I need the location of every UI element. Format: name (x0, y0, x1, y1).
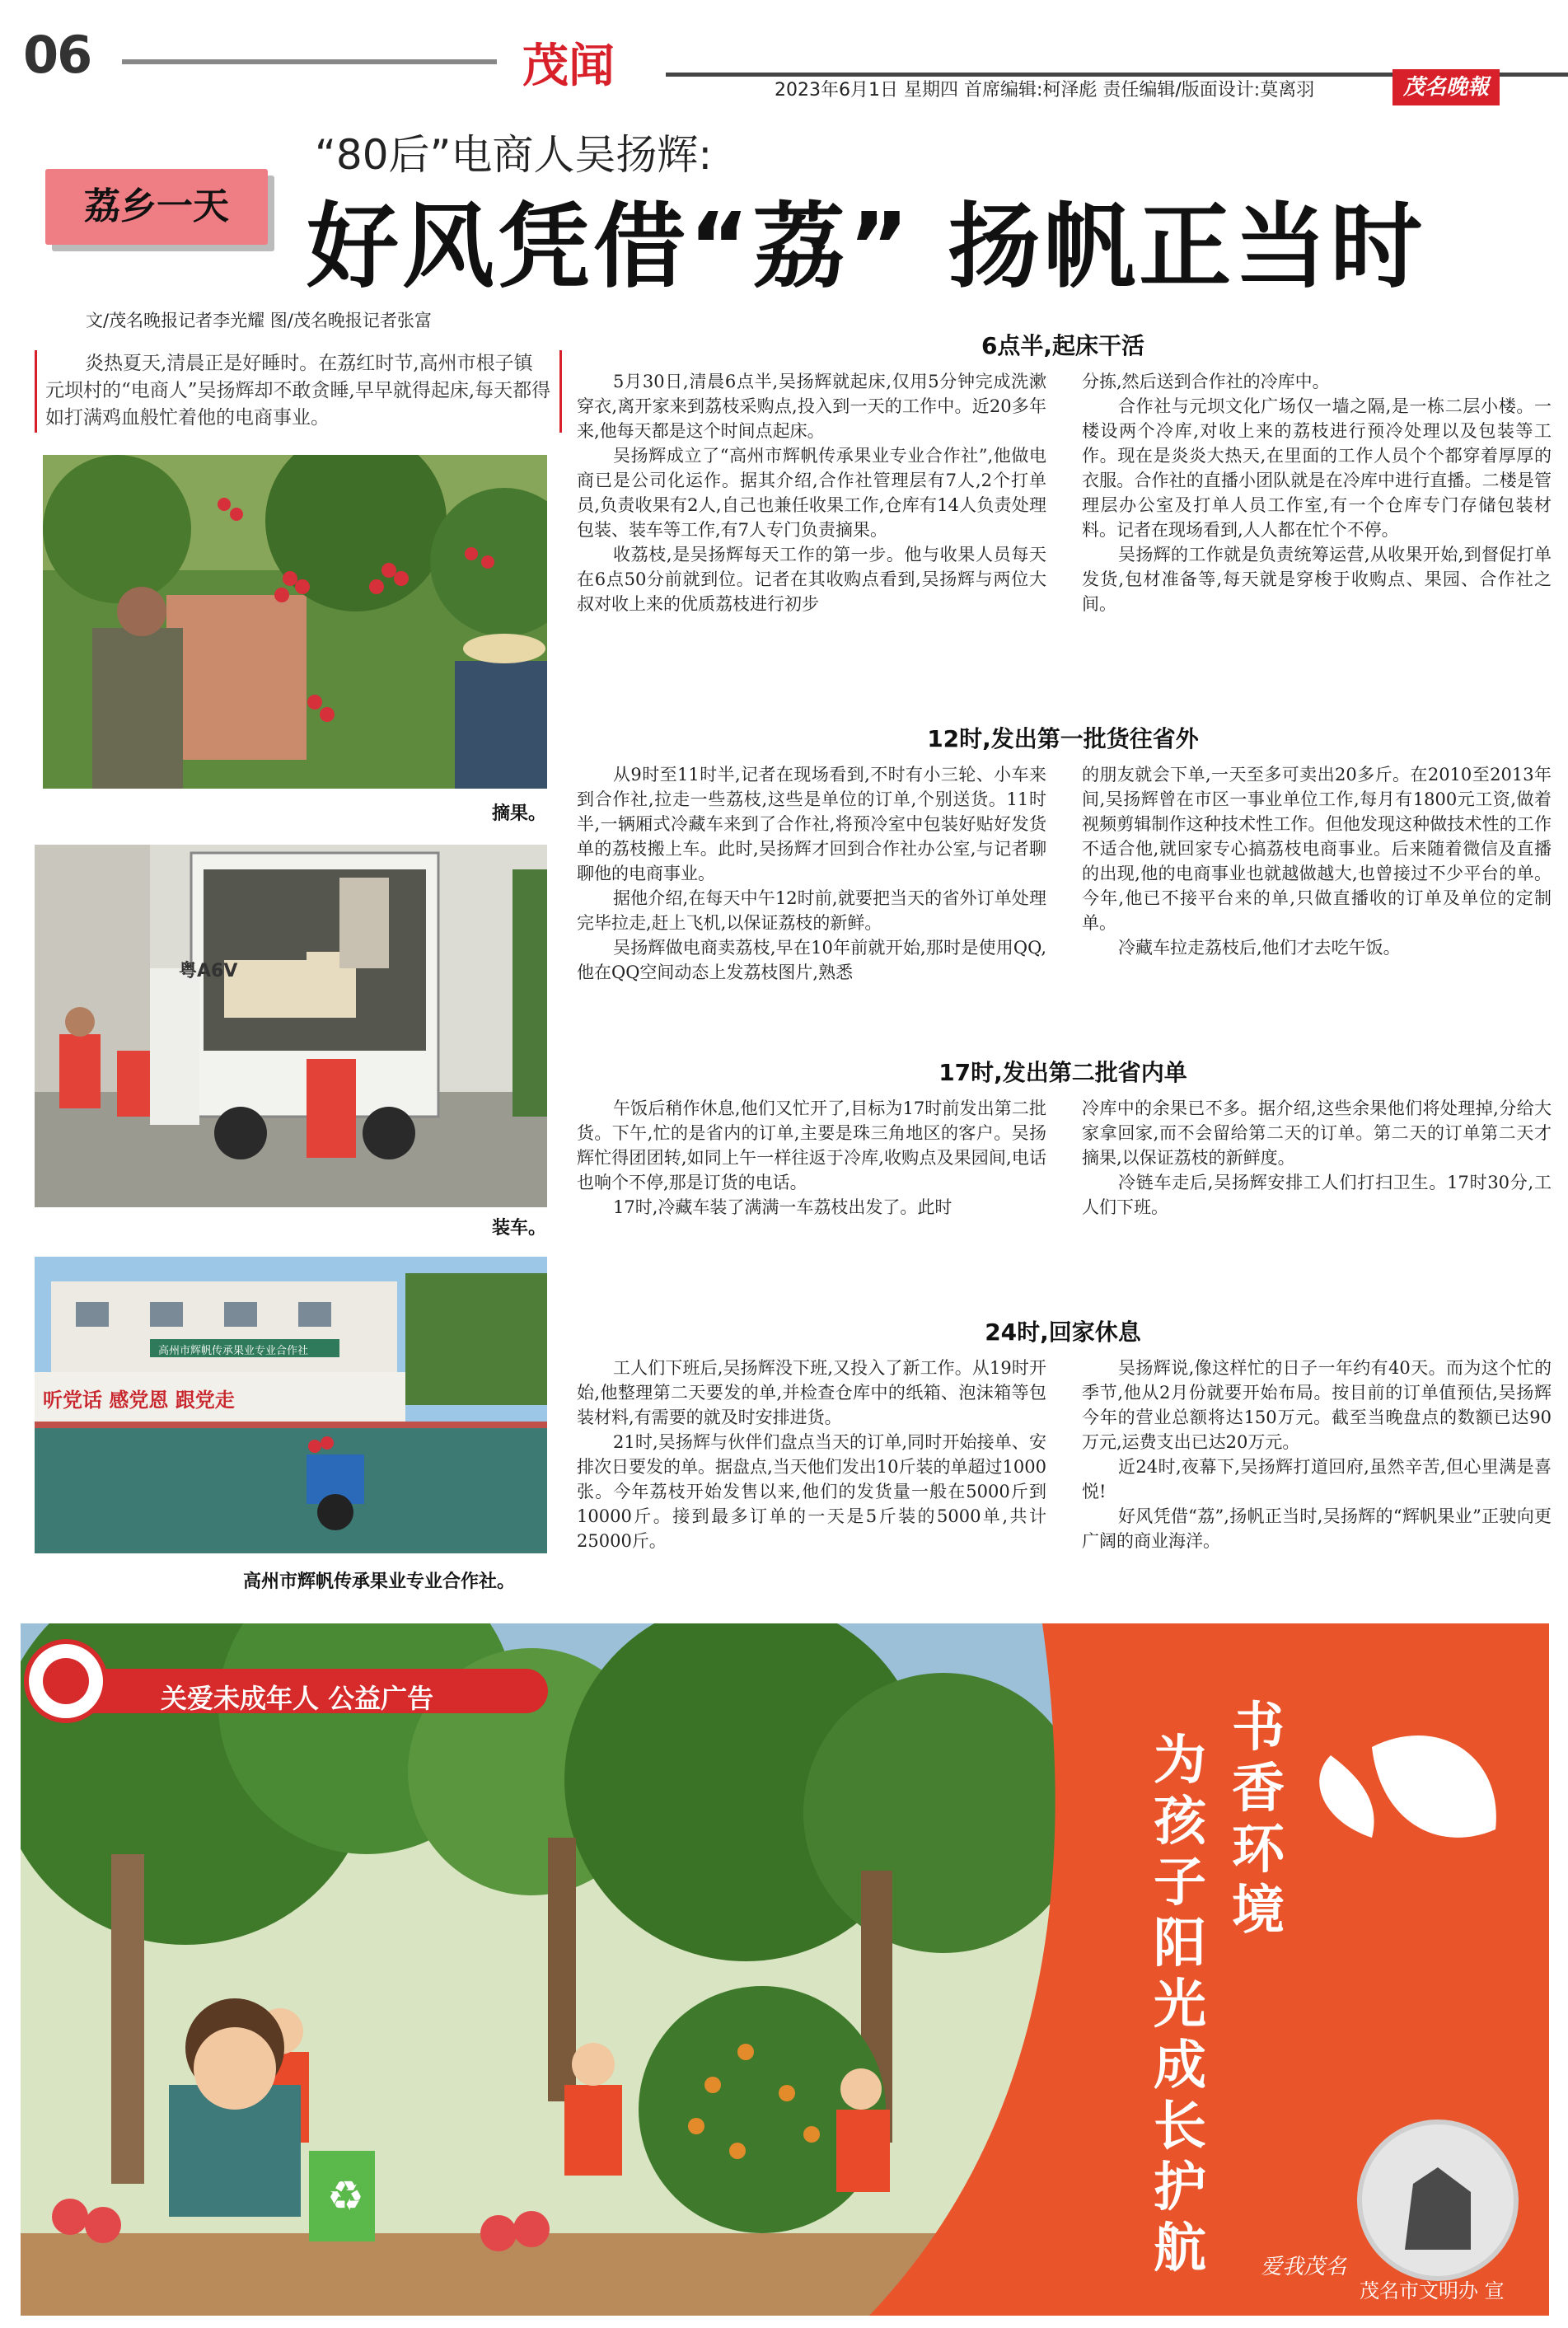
paragraph: 吴扬辉做电商卖荔枝,早在10年前就开始,那时是使用QQ,他在QQ空间动态上发荔枝图片,熟悉 (577, 938, 1046, 982)
photo-picking-fruit (43, 455, 547, 789)
paragraph: 工人们下班后,吴扬辉没下班,又投入了新工作。从19时开始,他整理第二天要发的单,并检查仓库中的纸箱、泡沫箱等包装材料,有需要的就及时安排进货。 (577, 1358, 1046, 1427)
truck-plate: 粤A6V (179, 961, 238, 981)
paragraph: 5月30日,清晨6点半,吴扬辉就起床,仅用5分钟完成洗漱穿衣,离开家来到荔枝采购点,投入到一天的工作中。近20多年来,他每天都是这个时间点起床。 (577, 372, 1046, 441)
paragraph: 21时,吴扬辉与伙伴们盘点当天的订单,同时开始接单、安排次日要发的单。据盘点,当天他们发出10斤装的单超过1000张。今年荔枝开始发售以来,他们的发货量一般在5000斤到10000斤。接到最多订单的一天是5斤装的5000单,共计25000斤。 (577, 1432, 1046, 1551)
photo-loading-truck (35, 845, 547, 1207)
byline: 文/茂名晚报记者李光耀 图/茂名晚报记者张富 (86, 311, 432, 330)
cooperative-illustration (35, 1257, 547, 1553)
section-heading-1: 6点半,起床干活 (981, 332, 1145, 359)
ad-sponsor: 茂名市文明办 宣 (1360, 2279, 1505, 2302)
ad-slogan-line1: 书香环境 (1232, 1698, 1285, 1942)
dateline: 2023年6月1日 星期四 首席编辑:柯泽彪 责任编辑/版面设计:莫离羽 (775, 80, 1315, 101)
paragraph: 从9时至11时半,记者在现场看到,不时有小三轮、小车来到合作社,拉走一些荔枝,这些是单位的订单,个别送货。11时半,一辆厢式冷藏车来到了合作社,将预冷室中包装好贴好发货单的荔枝搬上车。此时,吴扬辉才回到合作社办公室,与记者聊聊他的电商事业。 (577, 765, 1046, 883)
paragraph: 午饭后稍作休息,他们又忙开了,目标为17时前发出第二批货。下午,忙的是省内的订单,主要是珠三角地区的客户。吴扬辉忙得团团转,如同上午一样往返于冷库,收购点及果园间,电话也响个不停,那是订货的电话。 (577, 1098, 1046, 1192)
section-2-right (1082, 762, 1552, 960)
paragraph: 好风凭借“荔”,扬帆正当时,吴扬辉的“辉帆果业”正驶向更广阔的商业海洋。 (1082, 1506, 1552, 1551)
section-2-left (577, 762, 1046, 985)
paragraph: 17时,冷藏车装了满满一车荔枝出发了。此时 (613, 1197, 953, 1217)
section-4-left (577, 1356, 1046, 1553)
section-1-left (577, 369, 1046, 616)
orchard-illustration (43, 455, 547, 789)
paragraph: 分拣,然后送到合作社的冷库中。 (1082, 372, 1330, 391)
paragraph: 冷库中的余果已不多。据介绍,这些余果他们将处理掉,分给大家拿回家,而不会留给第二天的订单。第二天的订单第二天才摘果,以保证荔枝的新鲜度。 (1082, 1098, 1552, 1168)
svg-text:♻: ♻ (327, 2172, 364, 2220)
paragraph: 冷链车走后,吴扬辉安排工人们打扫卫生。17时30分,工人们下班。 (1082, 1173, 1552, 1217)
truck-illustration (35, 845, 547, 1207)
paragraph: 吴扬辉说,像这样忙的日子一年约有40天。而为这个忙的季节,他从2月份就要开始布局。按目前的订单值预估,吴扬辉今年的营业总额将达150万元。截至当晚盘点的数额已达90万元,运费支出已达20万元。 (1082, 1358, 1552, 1452)
paragraph: 吴扬辉的工作就是负责统筹运营,从收果开始,到督促打单发货,包材准备等,每天就是穿梭于收购点、果园、合作社之间。 (1082, 545, 1552, 614)
wall-slogan: 听党话 感党恩 跟党走 (43, 1389, 235, 1412)
ad-illustration (21, 1623, 1549, 2316)
section-heading-4: 24时,回家休息 (985, 1319, 1141, 1346)
paragraph: 合作社与元坝文化广场仅一墙之隔,是一栋二层小楼。一楼设两个冷库,对收上来的荔枝进行预冷处理以及包装等工作。现在是炎炎大热天,在里面的工作人员个个都穿着厚厚的衣服。合作社的直播小团队就是在冷库中进行直播。二楼是管理层办公室及打单人员工作室,有一个仓库专门存储包装材料。记者在现场看到,人人都在忙个不停。 (1082, 396, 1552, 540)
paragraph: 据他介绍,在每天中午12时前,就要把当天的省外订单处理完毕拉走,赶上飞机,以保证荔枝的新鲜。 (577, 888, 1046, 933)
ad-banner: 关爱未成年人 公益广告 (161, 1683, 434, 1714)
article-lead: 炎热夏天,清晨正是好睡时。在荔红时节,高州市根子镇元坝村的“电商人”吴扬辉却不敢贪睡,早早就得起床,每天都得如打满鸡血般忙着他的电商事业。 (35, 350, 562, 433)
section-heading-2: 12时,发出第一批货往省外 (927, 725, 1199, 752)
photo-cooperative (35, 1257, 547, 1553)
section-3-right (1082, 1096, 1552, 1220)
caption-picking: 摘果。 (492, 803, 547, 824)
paragraph: 冷藏车拉走荔枝后,他们才去吃午饭。 (1118, 938, 1401, 958)
paragraph: 近24时,夜幕下,吴扬辉打道回府,虽然辛苦,但心里满是喜悦! (1082, 1457, 1552, 1501)
newspaper-logo: 茂名晚報 (1392, 69, 1500, 105)
section-name: 茂闻 (522, 39, 615, 93)
header-rule (122, 59, 497, 64)
column-tag: 荔乡一天 (45, 169, 268, 245)
section-heading-3: 17时,发出第二批省内单 (938, 1059, 1187, 1086)
public-service-ad (21, 1623, 1549, 2316)
ad-slogan-line2: 为孩子阳光成长护航 (1154, 1731, 1206, 2279)
paragraph: 吴扬辉成立了“高州市辉帆传承果业专业合作社”,他做电商已是公司化运作。据其介绍,合作社管理层有7人,2个打单员,负责收果有2人,自己也兼任收果工作,仓库有14人负责处理包装、装车等工作,有7人专门负责摘果。 (577, 446, 1046, 540)
section-3-left (577, 1096, 1046, 1220)
paragraph: 收荔枝,是吴扬辉每天工作的第一步。他与收果人员每天在6点50分前就到位。记者在其收购点看到,吴扬辉与两位大叔对收上来的优质荔枝进行初步 (577, 545, 1046, 614)
coop-sign: 高州市辉帆传承果业专业合作社 (158, 1345, 309, 1357)
section-1-right (1082, 369, 1552, 616)
article-title: 好风凭借“荔” 扬帆正当时 (307, 194, 1426, 301)
section-4-right (1082, 1356, 1552, 1553)
page-number: 06 (23, 25, 91, 85)
ad-logo-text: 爱我茂名 (1261, 2255, 1347, 2279)
article-subtitle: “80后”电商人吴扬辉: (315, 131, 713, 179)
caption-loading: 装车。 (492, 1218, 547, 1239)
caption-cooperative: 高州市辉帆传承果业专业合作社。 (243, 1572, 516, 1592)
paragraph: 的朋友就会下单,一天至多可卖出20多斤。在2010至2013年间,吴扬辉曾在市区一事业单位工作,每月有1800元工资,做着视频剪辑制作这种技术性工作。但他发现这种做技术性的工作不适合他,就回家专心搞荔枝电商事业。后来随着微信及直播的出现,他的电商事业也就越做越大,也曾接过不少平台的单。今年,他已不接平台来的单,只做直播收的订单及单位的定制单。 (1082, 765, 1552, 933)
